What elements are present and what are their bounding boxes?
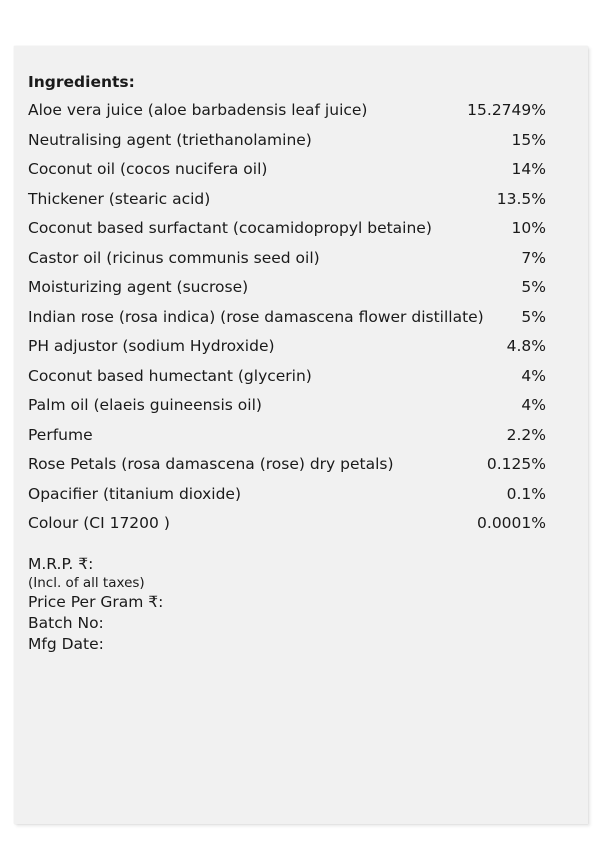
price-per-gram-label: Price Per Gram ₹: — [28, 593, 164, 611]
ingredient-name: Thickener (stearic acid) — [28, 189, 211, 208]
ingredient-percent: 0.1% — [506, 484, 546, 503]
ingredient-row — [28, 365, 546, 387]
ingredient-name: Moisturizing agent (sucrose) — [28, 278, 249, 296]
ingredient-percent: 5% — [521, 307, 546, 326]
ingredient-name: Colour (CI 17200 ) — [28, 514, 170, 532]
ingredient-percent: 4.8% — [506, 337, 546, 355]
ingredient-percent: 13.5% — [496, 189, 546, 208]
mrp-label: M.R.P. ₹: — [28, 555, 94, 573]
mrp-tax-note: (Incl. of all taxes) — [28, 575, 145, 591]
ingredient-row — [28, 158, 546, 180]
ingredient-percent: 15.2749% — [467, 101, 546, 119]
ingredient-name: Rose Petals (rosa damascena (rose) dry petals) — [28, 455, 394, 473]
ingredient-row — [28, 188, 546, 210]
ingredient-percent: 14% — [511, 160, 546, 178]
ingredient-name: Opacifier (titanium dioxide) — [28, 484, 242, 503]
ingredient-name: Coconut based surfactant (cocamidopropyl betaine) — [28, 219, 432, 237]
ingredient-name: Neutralising agent (triethanolamine) — [28, 130, 312, 149]
ingredient-row — [28, 453, 546, 475]
ingredient-row — [28, 394, 546, 416]
ingredient-row — [28, 99, 546, 121]
price-batch-section — [28, 554, 546, 655]
ingredient-row — [28, 335, 546, 357]
ingredient-percent: 4% — [521, 366, 546, 385]
ingredient-name: Coconut based humectant (glycerin) — [28, 366, 312, 385]
ingredient-percent: 0.0001% — [477, 514, 546, 532]
ingredient-percent: 2.2% — [506, 425, 546, 444]
ingredient-name: Castor oil (ricinus communis seed oil) — [28, 248, 320, 267]
ingredient-percent: 4% — [521, 396, 546, 414]
ingredient-percent: 5% — [521, 278, 546, 296]
ingredient-percent: 15% — [511, 130, 546, 149]
ingredient-name: Indian rose (rosa indica) (rose damascena flower distillate) — [28, 307, 484, 326]
ingredient-percent: 0.125% — [486, 455, 546, 473]
ingredient-row — [28, 483, 546, 505]
ingredient-name: Perfume — [28, 425, 93, 444]
ingredient-row — [28, 129, 546, 151]
ingredient-row — [28, 247, 546, 269]
ingredient-row — [28, 217, 546, 239]
ingredient-row — [28, 306, 546, 328]
ingredient-name: Coconut oil (cocos nucifera oil) — [28, 160, 268, 178]
ingredient-name: PH adjustor (sodium Hydroxide) — [28, 337, 275, 355]
ingredient-percent: 7% — [521, 248, 546, 267]
ingredient-name: Aloe vera juice (aloe barbadensis leaf juice) — [28, 101, 368, 119]
ingredient-row — [28, 276, 546, 298]
label-content — [28, 72, 546, 655]
ingredient-percent: 10% — [511, 219, 546, 237]
ingredient-row — [28, 512, 546, 534]
ingredient-row — [28, 424, 546, 446]
ingredient-name: Palm oil (elaeis guineensis oil) — [28, 396, 262, 414]
mfg-date-label: Mfg Date: — [28, 635, 104, 653]
batch-no-label: Batch No: — [28, 614, 104, 632]
ingredients-heading: Ingredients: — [28, 73, 135, 91]
